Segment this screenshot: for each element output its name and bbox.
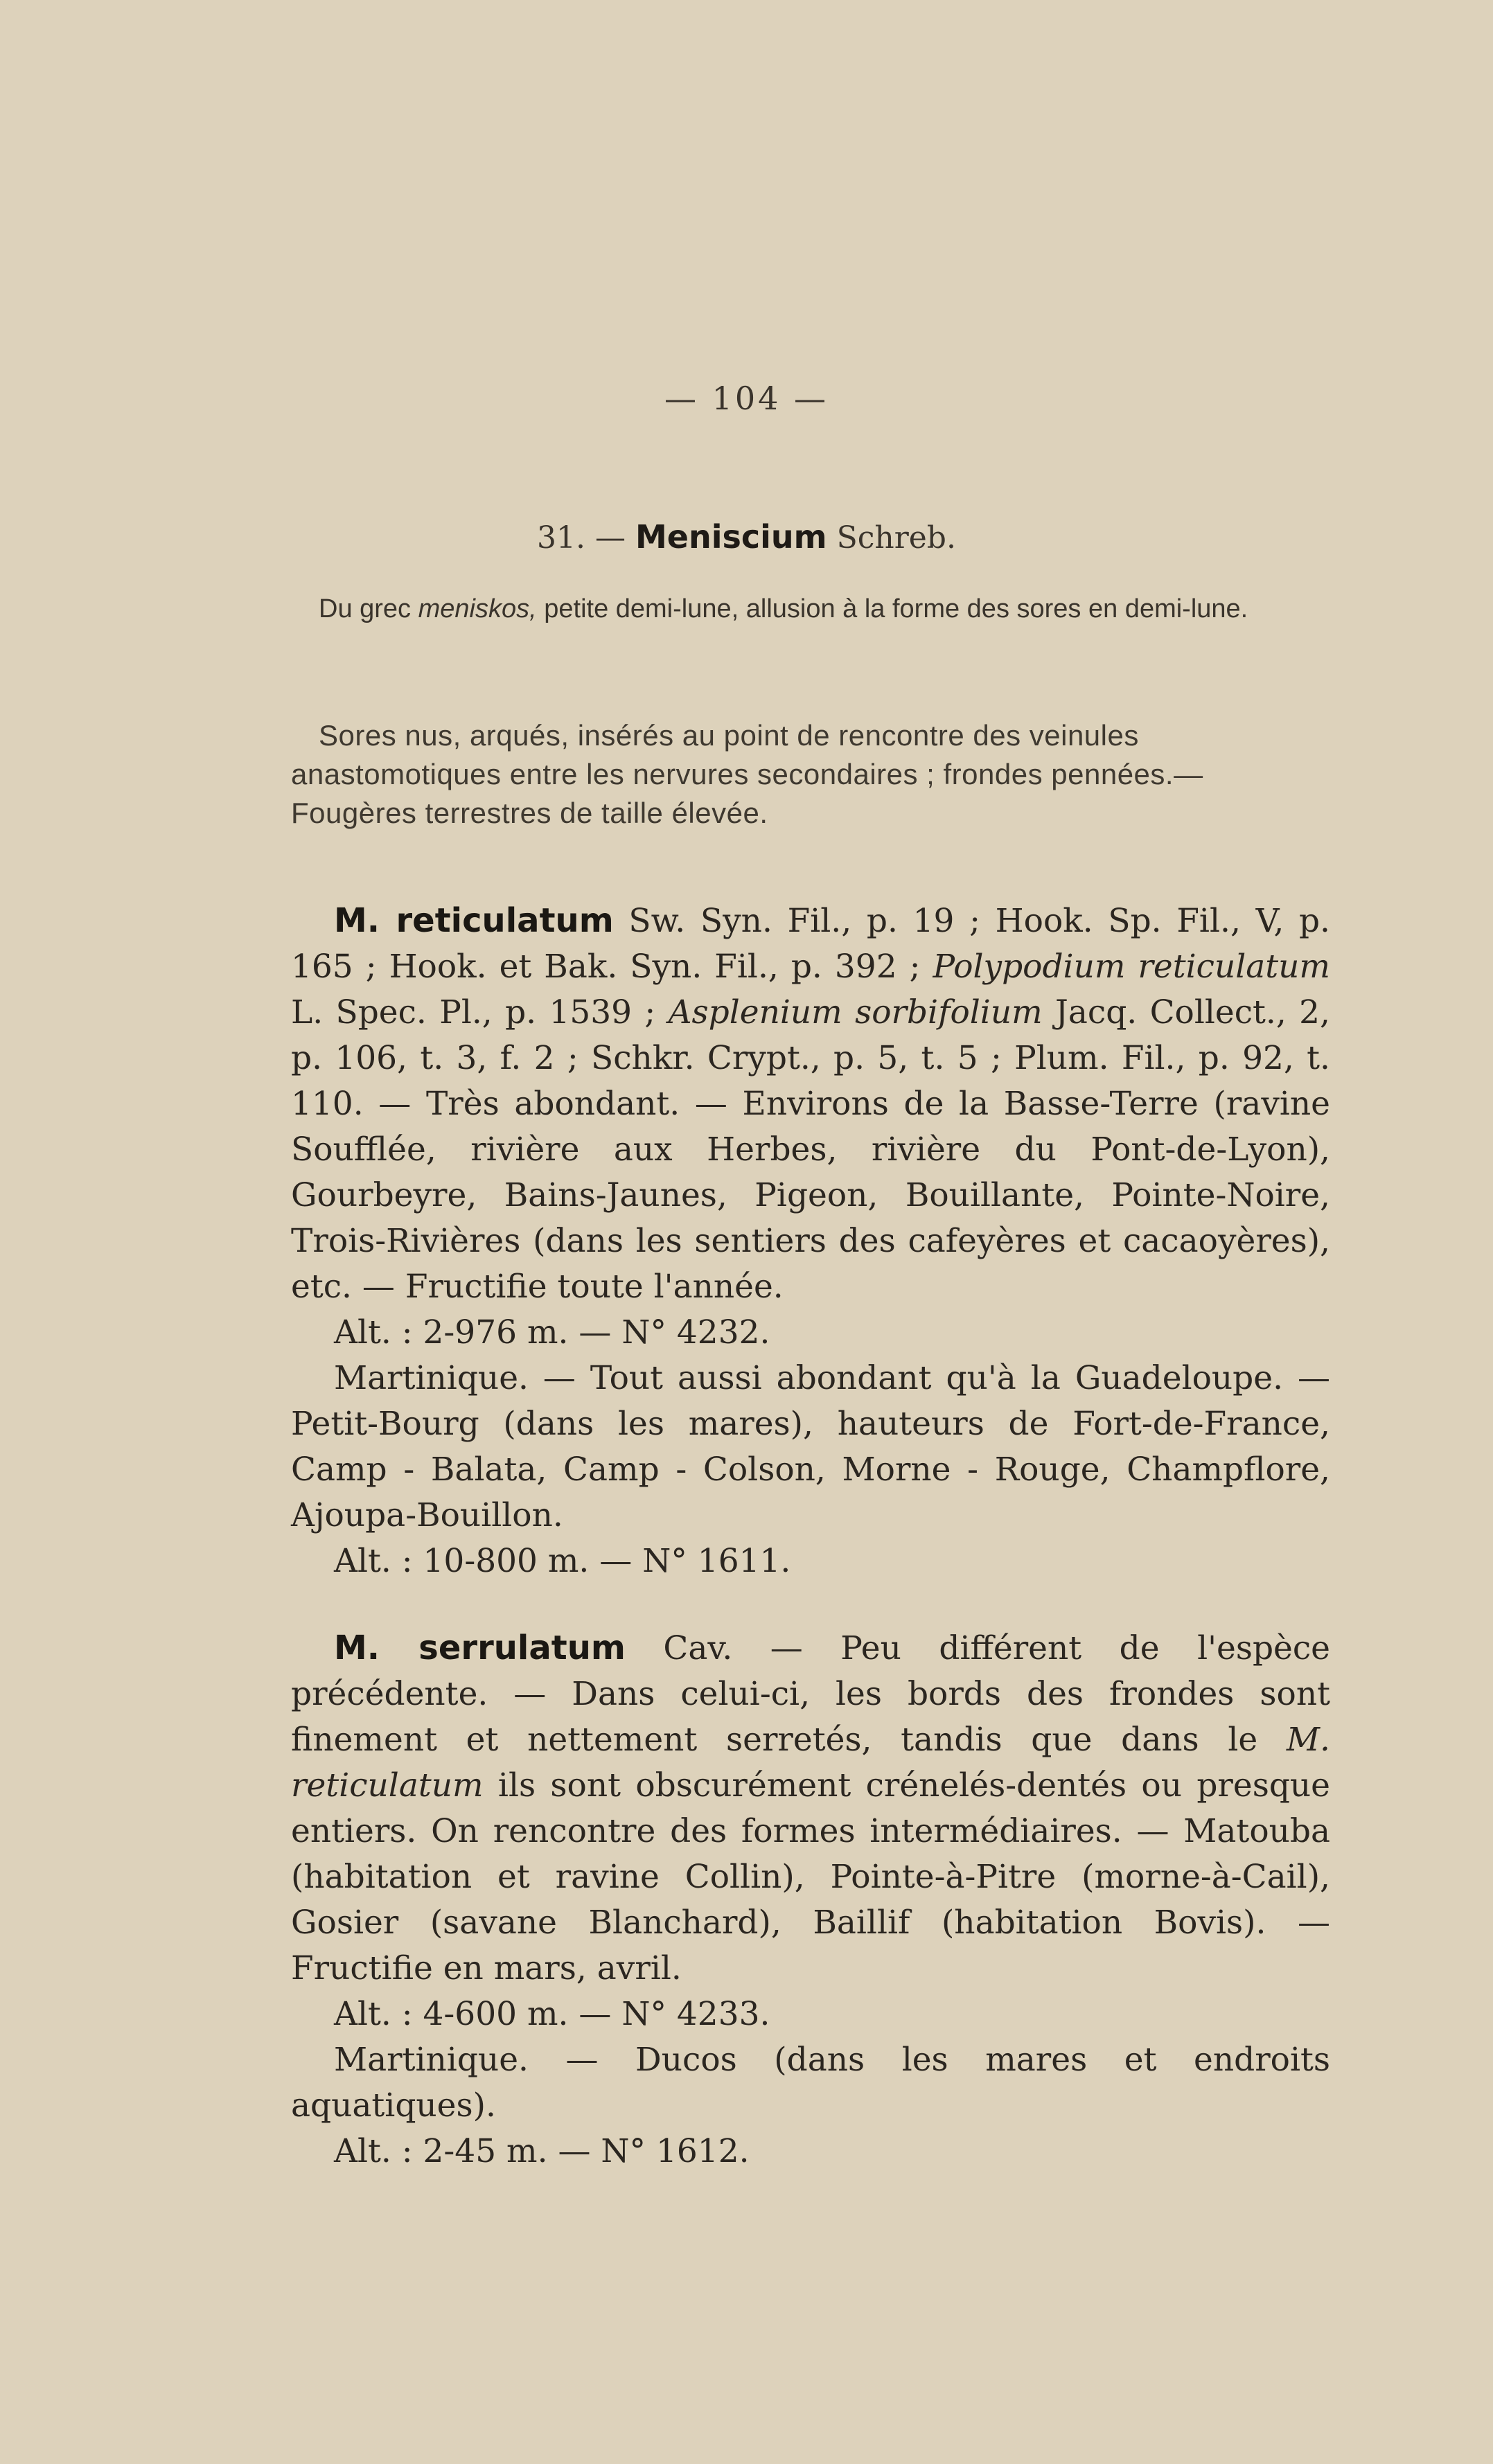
genus-name: Meniscium [635, 518, 827, 556]
species-entry-reticulatum [291, 898, 1330, 1584]
etymology-paragraph [291, 592, 1330, 626]
synonym: Polypodium reticulatum [933, 948, 1330, 986]
martinique-paragraph: Martinique. — Ducos (dans les mares et endroits aquatiques). [291, 2041, 1330, 2125]
species-text: Cav. — Peu différent de l'espèce précédente. — Dans celui-ci, les bords des frondes sont finement et nettement serretés, tandis que dans le [291, 1629, 1330, 1759]
genus-number: 31. — [537, 520, 626, 556]
etymology-after: petite demi-lune, allusion à la forme des sores en demi-lune. [536, 594, 1248, 623]
species-main-paragraph [291, 1625, 1330, 1992]
altitude-line: Alt. : 10-800 m. — N° 1611. [334, 1542, 791, 1580]
species-reference: Sw. Syn. Fil., p. 19 ; Hook. Sp. Fil., V, p. 165 ; Hook. et Bak. Syn. Fil., p. 392 ; [291, 902, 1330, 986]
species-name: M. serrulatum [334, 1629, 626, 1667]
etymology-word: meniskos, [418, 594, 537, 623]
altitude-line: Alt. : 2-976 m. — N° 4232. [334, 1313, 770, 1351]
species-reference: L. Spec. Pl., p. 1539 ; [291, 993, 669, 1031]
species-entry-serrulatum [291, 1625, 1330, 2174]
genus-heading [0, 518, 1493, 556]
altitude-line: Alt. : 4-600 m. — N° 4233. [334, 1995, 770, 2033]
species-text: ils sont obscurément crénelés-dentés ou presque entiers. On rencontre des formes intermédiaires. — Matouba (habitation et ravine Collin), Pointe-à-Pitre (morne-à-Cail), Gosier (savane Blanchard), Baillif (habitation Bovis). — Fructifie en mars, avril. [291, 1766, 1330, 1987]
page-number: — 104 — [664, 380, 829, 417]
synonym: M. reticulatum [291, 1721, 1330, 1805]
martinique-paragraph: Martinique. — Tout aussi abondant qu'à la Guadeloupe. — Petit-Bourg (dans les mares), hauteurs de Fort-de-France, Camp - Balata, Camp - Colson, Morne - Rouge, Champflore, Ajoupa-Bouillon. [291, 1359, 1330, 1534]
species-name: M. reticulatum [334, 901, 614, 940]
species-reference: Jacq. Collect., 2, p. 106, t. 3, f. 2 ; Schkr. Crypt., p. 5, t. 5 ; Plum. Fil., p. 92, t. 110. — Très abondant. — Environs de la Basse-Terre (ravine Soufflée, rivière aux Herbes, rivière du Pont-de-Lyon), Gourbeyre, Bains-Jaunes, Pigeon, Bouillante, Pointe-Noire, Trois-Rivières (dans les sentiers des cafeyères et cacaoyères), etc. — Fructifie toute l'année. [291, 993, 1330, 1306]
genus-author: Schreb. [836, 520, 956, 556]
synonym: Asplenium sorbifolium [668, 993, 1043, 1031]
etymology-before: Du grec [319, 594, 418, 623]
genus-description: Sores nus, arqués, insérés au point de rencontre des veinules anastomotiques entre les nervures secondaires ; frondes pennées.— Fougères terrestres de taille élevée. [291, 719, 1203, 829]
altitude-line: Alt. : 2-45 m. — N° 1612. [334, 2132, 750, 2170]
species-main-paragraph [291, 898, 1330, 1310]
